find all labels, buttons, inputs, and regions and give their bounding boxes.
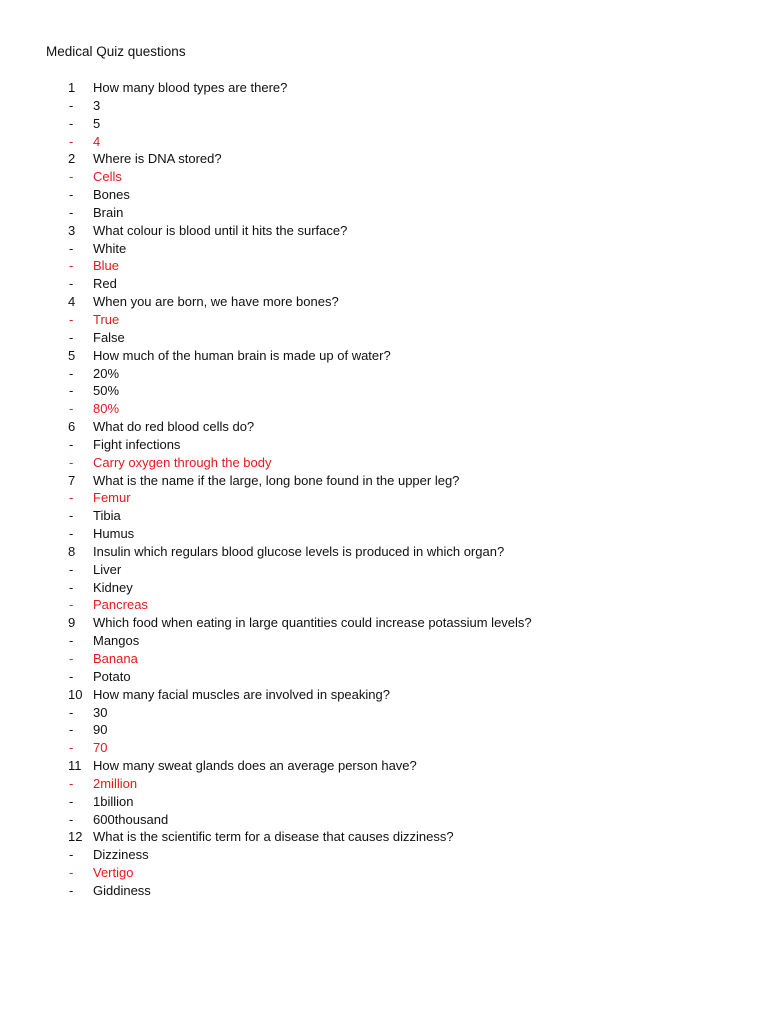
answer-bullet: - <box>69 882 74 898</box>
answer-text: False <box>93 329 125 345</box>
answer-row-correct <box>68 864 708 882</box>
question-number: 10 <box>68 686 83 702</box>
answer-text: Brain <box>93 204 124 220</box>
answer-bullet: - <box>69 133 74 149</box>
quiz-list <box>68 79 708 900</box>
answer-row <box>68 115 708 133</box>
answer-row-correct <box>68 133 708 151</box>
question-text: What colour is blood until it hits the surface? <box>93 222 348 238</box>
question-text: Insulin which regulars blood glucose levels is produced in which organ? <box>93 543 505 559</box>
answer-text: Blue <box>93 258 120 274</box>
answer-bullet: - <box>69 847 74 863</box>
answer-bullet: - <box>69 436 74 452</box>
answer-bullet: - <box>69 651 74 666</box>
answer-text: Potato <box>93 668 131 684</box>
answer-row-correct <box>68 596 708 614</box>
question-number: 2 <box>68 151 76 167</box>
answer-text: Banana <box>93 651 138 666</box>
answer-bullet: - <box>69 704 74 720</box>
answer-row-correct <box>68 775 708 793</box>
question-row <box>68 686 708 704</box>
answer-bullet: - <box>69 365 74 381</box>
question-row <box>68 79 708 97</box>
question-number: 11 <box>68 758 82 774</box>
answer-row-correct <box>68 739 708 757</box>
answer-text: Femur <box>93 490 131 506</box>
answer-text: Mangos <box>93 633 140 649</box>
answer-row-correct <box>68 650 708 668</box>
answer-row <box>68 882 708 900</box>
answer-bullet: - <box>69 865 74 881</box>
answer-text: Dizziness <box>93 847 149 863</box>
answer-text: Fight infections <box>93 436 181 452</box>
question-number: 8 <box>68 543 76 559</box>
answer-bullet: - <box>69 722 74 738</box>
answer-bullet: - <box>69 204 74 220</box>
answer-text: 1billion <box>93 793 134 809</box>
question-row <box>68 757 708 775</box>
answer-row <box>68 579 708 597</box>
question-text: How many blood types are there? <box>93 80 288 95</box>
answer-row <box>68 507 708 525</box>
answer-text: 50% <box>93 383 120 399</box>
answer-row <box>68 329 708 347</box>
answer-bullet: - <box>69 811 74 827</box>
answer-text: 5 <box>93 115 101 131</box>
answer-bullet: - <box>69 793 74 809</box>
question-number: 9 <box>68 615 76 631</box>
question-row <box>68 614 708 632</box>
answer-row <box>68 668 708 686</box>
answer-row <box>68 436 708 454</box>
answer-row-correct <box>68 311 708 329</box>
answer-text: Bones <box>93 187 130 203</box>
answer-bullet: - <box>69 115 74 131</box>
answer-bullet: - <box>69 383 74 399</box>
answer-text: 2million <box>93 775 138 791</box>
answer-text: 600thousand <box>93 811 169 827</box>
answer-text: Humus <box>93 526 135 542</box>
answer-text: Kidney <box>93 579 133 595</box>
answer-row <box>68 382 708 400</box>
question-row <box>68 418 708 436</box>
answer-row <box>68 240 708 258</box>
answer-text: Pancreas <box>93 597 148 613</box>
answer-text: White <box>93 240 127 256</box>
answer-row <box>68 561 708 579</box>
answer-row <box>68 365 708 383</box>
answer-text: Vertigo <box>93 865 134 881</box>
answer-bullet: - <box>69 401 74 417</box>
answer-text: Liver <box>93 561 122 577</box>
answer-text: Tibia <box>93 508 121 524</box>
question-row <box>68 472 708 490</box>
answer-row <box>68 704 708 722</box>
answer-bullet: - <box>69 740 74 756</box>
answer-text: 90 <box>93 722 108 738</box>
answer-row <box>68 525 708 543</box>
answer-row <box>68 811 708 829</box>
answer-bullet: - <box>69 276 74 292</box>
answer-text: Red <box>93 276 117 292</box>
answer-bullet: - <box>69 508 74 524</box>
question-text: Which food when eating in large quantities could increase potassium levels? <box>93 615 532 631</box>
answer-row-correct <box>68 257 708 275</box>
answer-bullet: - <box>69 311 74 327</box>
answer-row-correct <box>68 400 708 418</box>
question-number: 5 <box>68 347 76 363</box>
answer-bullet: - <box>69 668 74 684</box>
answer-bullet: - <box>69 597 74 613</box>
answer-bullet: - <box>69 329 74 345</box>
answer-bullet: - <box>69 187 74 203</box>
question-row <box>68 543 708 561</box>
answer-bullet: - <box>69 454 74 470</box>
answer-bullet: - <box>69 240 74 256</box>
question-text: Where is DNA stored? <box>93 151 222 167</box>
question-number: 6 <box>68 419 76 435</box>
question-text: How many sweat glands does an average person have? <box>93 758 417 774</box>
question-number: 12 <box>68 829 83 845</box>
answer-bullet: - <box>69 561 74 577</box>
answer-row-correct <box>68 454 708 472</box>
question-text: How many facial muscles are involved in speaking? <box>93 686 390 702</box>
question-row <box>68 347 708 365</box>
answer-row <box>68 186 708 204</box>
answer-row <box>68 204 708 222</box>
answer-text: 30 <box>93 704 108 720</box>
answer-bullet: - <box>69 526 74 542</box>
question-number: 4 <box>68 294 76 310</box>
answer-bullet: - <box>69 169 74 185</box>
answer-text: 70 <box>93 740 108 756</box>
answer-row <box>68 721 708 739</box>
question-text: What is the scientific term for a disease that causes dizziness? <box>93 829 454 845</box>
question-row <box>68 293 708 311</box>
answer-bullet: - <box>69 633 74 649</box>
answer-row <box>68 793 708 811</box>
answer-row-correct <box>68 489 708 507</box>
question-text: How much of the human brain is made up of water? <box>93 347 391 363</box>
answer-bullet: - <box>69 97 74 113</box>
answer-text: Giddiness <box>93 882 151 898</box>
answer-bullet: - <box>69 579 74 595</box>
question-row <box>68 150 708 168</box>
question-number: 1 <box>68 80 76 95</box>
answer-row <box>68 846 708 864</box>
answer-bullet: - <box>69 775 74 791</box>
answer-row-correct <box>68 168 708 186</box>
question-text: What do red blood cells do? <box>93 419 255 435</box>
answer-text: 20% <box>93 365 120 381</box>
answer-text: True <box>93 311 120 327</box>
answer-text: Carry oxygen through the body <box>93 454 272 470</box>
answer-row <box>68 275 708 293</box>
answer-text: Cells <box>93 169 122 185</box>
question-number: 3 <box>68 222 76 238</box>
answer-text: 80% <box>93 401 120 417</box>
answer-bullet: - <box>69 258 74 274</box>
answer-text: 3 <box>93 97 101 113</box>
question-number: 7 <box>68 472 76 488</box>
answer-row <box>68 632 708 650</box>
document-title: Medical Quiz questions <box>46 44 186 59</box>
answer-row <box>68 97 708 115</box>
question-text: What is the name if the large, long bone found in the upper leg? <box>93 472 460 488</box>
answer-text: 4 <box>93 133 101 149</box>
question-row <box>68 828 708 846</box>
question-text: When you are born, we have more bones? <box>93 294 339 310</box>
answer-bullet: - <box>69 490 74 506</box>
question-row <box>68 222 708 240</box>
